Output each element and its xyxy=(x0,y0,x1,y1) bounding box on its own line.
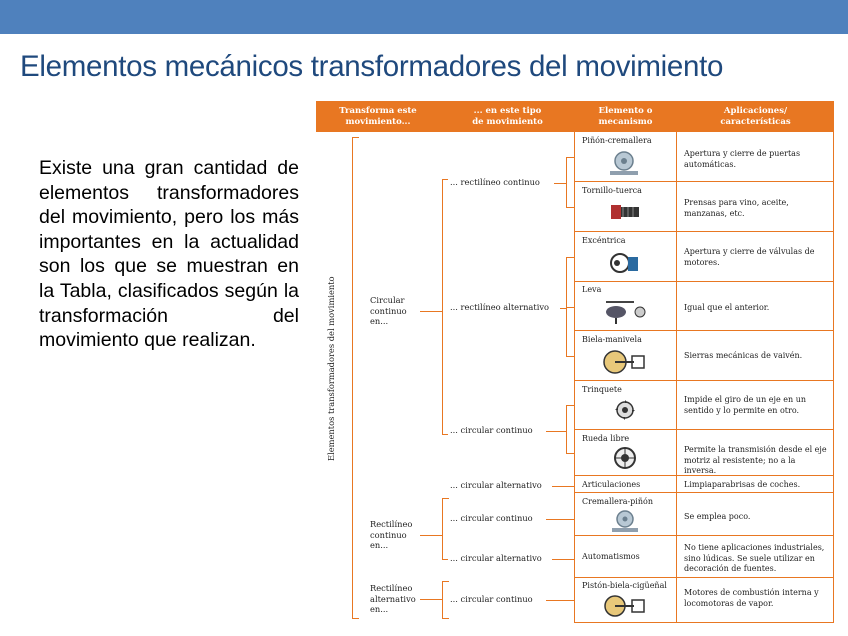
header-text: ... en este tipo xyxy=(473,105,542,116)
connector xyxy=(420,599,442,600)
movement-label: ... circular continuo xyxy=(450,594,533,604)
header-text: de movimiento xyxy=(472,116,543,127)
group-line: en... xyxy=(370,540,389,550)
row-line xyxy=(574,231,834,232)
group-label-circular xyxy=(370,295,407,327)
row-line xyxy=(574,492,834,493)
connector xyxy=(566,307,574,308)
group-line: continuo xyxy=(370,305,407,316)
element-name: Automatismos xyxy=(582,552,640,561)
group-line: continuo xyxy=(370,529,407,540)
row-line xyxy=(574,622,834,623)
element-name: Excéntrica xyxy=(582,236,626,245)
row-line xyxy=(574,429,834,430)
connector xyxy=(420,535,442,536)
vertical-label: Elementos transformadores del movimiento xyxy=(326,276,336,461)
piston-icon xyxy=(602,591,648,619)
header-cell-movement-type xyxy=(441,101,574,132)
application-text: Igual que el anterior. xyxy=(684,303,770,312)
connector xyxy=(566,207,574,208)
grid-line xyxy=(316,101,317,132)
element-name: Biela-manivela xyxy=(582,335,642,344)
row-line xyxy=(574,577,834,578)
application-text: Limpiaparabrisas de coches. xyxy=(684,480,801,489)
connector xyxy=(566,257,574,258)
application-text: Impide el giro de un eje en un sentido y lo permite en otro. xyxy=(684,395,806,415)
group-line: Circular xyxy=(370,295,405,305)
header-text: Transforma este xyxy=(339,105,417,116)
element-name: Tornillo-tuerca xyxy=(582,186,642,195)
crank-icon xyxy=(602,347,648,377)
group-line: en... xyxy=(370,316,389,326)
connector xyxy=(566,356,574,357)
element-name: Piñón-cremallera xyxy=(582,136,652,145)
movement-label: ... rectilíneo alternativo xyxy=(450,302,550,312)
movement-label: ... circular alternativo xyxy=(450,480,542,490)
application-text: No tiene aplicaciones industriales, sino lúdicas. Se suele utilizar en decoración de fuentes. xyxy=(684,543,825,573)
rack-pinion-icon xyxy=(610,508,640,534)
application-text: Apertura y cierre de puertas automáticas. xyxy=(684,149,801,169)
application-text: Motores de combustión interna y locomotoras de vapor. xyxy=(684,588,819,608)
grid-line xyxy=(574,101,575,623)
top-bar xyxy=(0,0,848,34)
group-label-rect-alternating xyxy=(370,583,416,615)
element-name: Rueda libre xyxy=(582,434,630,443)
row-line xyxy=(574,330,834,331)
grid-line xyxy=(833,101,834,623)
rack-pinion-icon xyxy=(608,149,640,177)
movement-label: ... circular continuo xyxy=(450,513,533,523)
application-text: Prensas para vino, aceite, manzanas, etc. xyxy=(684,198,789,218)
screw-nut-icon xyxy=(608,197,642,225)
group-line: Rectilíneo xyxy=(370,519,413,529)
bracket-rectilinear xyxy=(442,498,449,560)
connector xyxy=(566,453,574,454)
connector xyxy=(566,405,567,453)
element-name: Leva xyxy=(582,285,602,294)
grid-line xyxy=(440,101,441,132)
application-text: Se emplea poco. xyxy=(684,512,751,521)
slide-body-text: Existe una gran cantidad de elementos transformadores del movimiento, pero los más importantes en la actualidad son los que se muestran en la Tabla, clasificados según la transformación del movimiento que realizan. xyxy=(39,157,299,352)
ratchet-icon xyxy=(612,397,638,423)
slide-title: Elementos mecánicos transformadores del movimiento xyxy=(20,50,724,83)
connector xyxy=(546,519,574,520)
element-name: Cremallera-piñón xyxy=(582,497,653,506)
movement-label: ... circular alternativo xyxy=(450,553,542,563)
header-cell-transforms xyxy=(316,101,440,132)
row-line xyxy=(574,181,834,182)
header-text: Aplicaciones/ xyxy=(723,105,788,116)
application-text: Sierras mecánicas de vaivén. xyxy=(684,351,803,360)
group-line: en... xyxy=(370,604,389,614)
connector xyxy=(552,486,574,487)
header-text: características xyxy=(720,116,791,127)
grid-line xyxy=(676,101,677,623)
connector xyxy=(546,431,566,432)
header-cell-element xyxy=(575,101,676,132)
element-name: Articulaciones xyxy=(582,480,641,489)
header-text: Elemento o xyxy=(598,105,653,116)
application-text: Apertura y cierre de válvulas de motores. xyxy=(684,247,815,267)
element-name: Pistón-biela-cigüeñal xyxy=(582,581,667,590)
element-name: Trinquete xyxy=(582,385,622,394)
freewheel-icon xyxy=(612,445,638,471)
mechanisms-table xyxy=(316,101,834,623)
group-line: Rectilíneo xyxy=(370,583,413,593)
header-cell-applications xyxy=(677,101,834,132)
application-text: Permite la transmisión desde el eje motriz al resistente; no a la inversa. xyxy=(684,445,827,475)
row-line xyxy=(574,380,834,381)
group-line: alternativo xyxy=(370,593,416,604)
cam-icon xyxy=(602,296,648,328)
header-text: mecanismo xyxy=(598,116,653,127)
eccentric-icon xyxy=(606,247,642,277)
row-line xyxy=(574,281,834,282)
outer-bracket xyxy=(352,137,359,619)
connector xyxy=(566,405,574,406)
movement-label: ... circular continuo xyxy=(450,425,533,435)
connector xyxy=(566,157,567,207)
movement-label: ... rectilíneo continuo xyxy=(450,177,540,187)
connector xyxy=(552,559,574,560)
connector xyxy=(554,183,566,184)
row-line xyxy=(574,535,834,536)
connector xyxy=(546,600,574,601)
group-label-rectilinear xyxy=(370,519,412,551)
connector xyxy=(420,311,442,312)
connector xyxy=(566,157,574,158)
header-text: movimiento... xyxy=(345,116,411,127)
